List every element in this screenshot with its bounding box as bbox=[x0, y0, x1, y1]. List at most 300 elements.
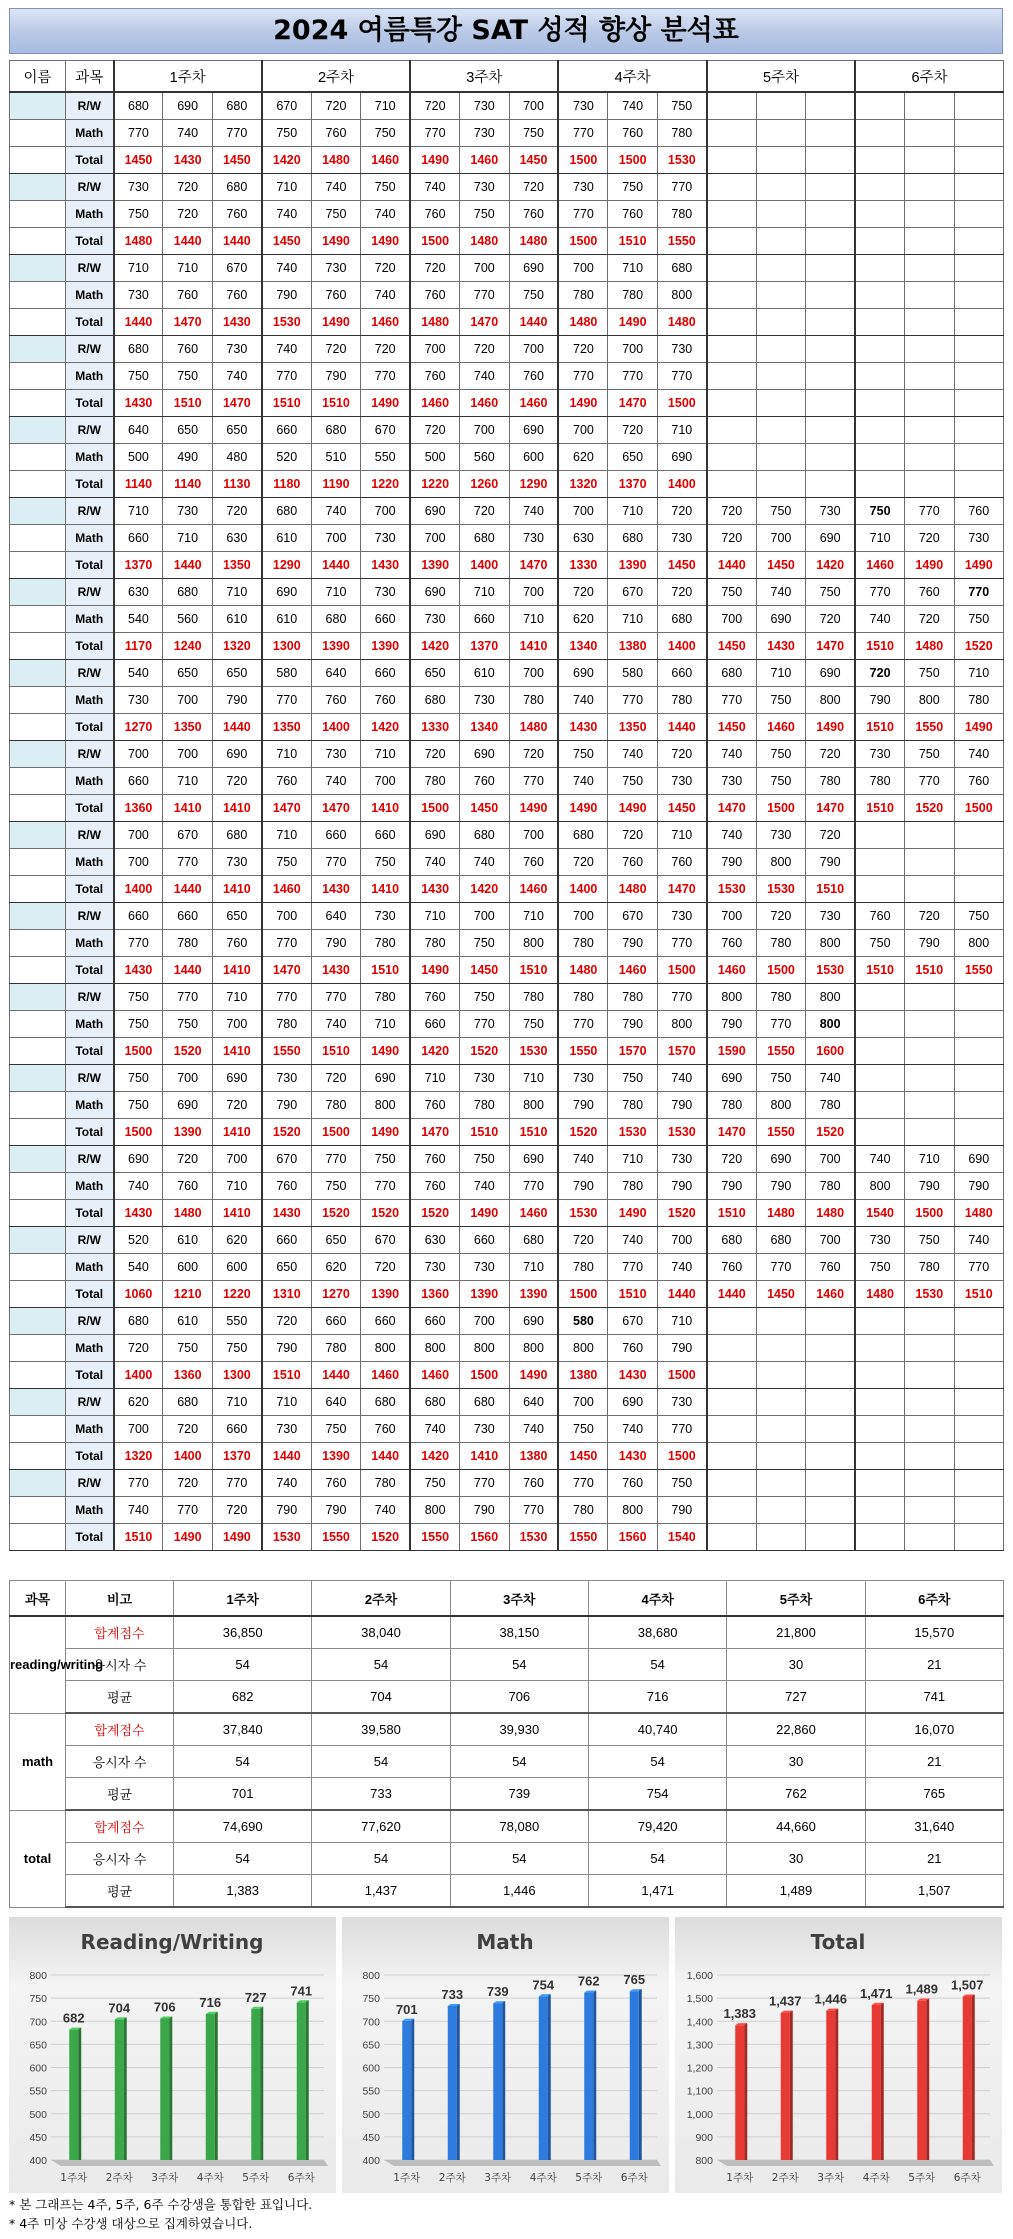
score-cell: 730 bbox=[311, 741, 360, 768]
score-cell: 780 bbox=[954, 687, 1003, 714]
score-cell bbox=[806, 92, 855, 120]
score-cell bbox=[905, 1497, 954, 1524]
data-label: 727 bbox=[244, 1989, 267, 2005]
score-cell: 800 bbox=[806, 984, 855, 1011]
score-cell: 1410 bbox=[361, 795, 410, 822]
student-16-math-row bbox=[10, 1335, 1004, 1362]
score-cell: 760 bbox=[954, 498, 1003, 525]
score-cell: 720 bbox=[410, 417, 459, 444]
score-cell: 660 bbox=[262, 417, 311, 444]
score-cell: 780 bbox=[311, 1335, 360, 1362]
score-cell: 1520 bbox=[460, 1038, 509, 1065]
student-name-blank-cell bbox=[10, 471, 66, 498]
score-cell bbox=[707, 1524, 756, 1551]
chart-floor bbox=[717, 2160, 994, 2166]
score-cell: 800 bbox=[361, 1092, 410, 1119]
score-cell: 740 bbox=[558, 768, 607, 795]
score-cell: 720 bbox=[212, 1497, 261, 1524]
student-name-blank-cell bbox=[10, 930, 66, 957]
student-name-cell bbox=[10, 660, 66, 687]
score-cell: 690 bbox=[262, 579, 311, 606]
student-10-math-row bbox=[10, 849, 1004, 876]
score-cell: 1500 bbox=[657, 957, 706, 984]
score-cell: 700 bbox=[410, 525, 459, 552]
score-cell: 1530 bbox=[262, 1524, 311, 1551]
y-tick-label: 750 bbox=[362, 1993, 380, 2006]
score-cell: 480 bbox=[212, 444, 261, 471]
score-cell: 710 bbox=[361, 741, 410, 768]
score-cell: 1440 bbox=[657, 714, 706, 741]
score-cell: 680 bbox=[756, 1227, 805, 1254]
score-cell: 710 bbox=[657, 822, 706, 849]
score-cell: 660 bbox=[410, 1011, 459, 1038]
subject-label: R/W bbox=[66, 1389, 114, 1416]
score-cell bbox=[806, 147, 855, 174]
score-cell: 1500 bbox=[410, 795, 459, 822]
score-cell: 770 bbox=[460, 1470, 509, 1497]
score-cell: 1400 bbox=[114, 876, 163, 903]
score-cell: 690 bbox=[608, 1389, 657, 1416]
score-cell: 1550 bbox=[311, 1524, 360, 1551]
score-cell: 750 bbox=[756, 1065, 805, 1092]
score-cell: 680 bbox=[163, 579, 212, 606]
score-cell: 1520 bbox=[361, 1200, 410, 1227]
student-4-rw-row bbox=[10, 336, 1004, 363]
score-cell: 1570 bbox=[608, 1038, 657, 1065]
summary-value-cell: 40,740 bbox=[588, 1713, 726, 1746]
score-cell: 1520 bbox=[410, 1200, 459, 1227]
score-cell: 1220 bbox=[410, 471, 459, 498]
score-cell: 620 bbox=[114, 1389, 163, 1416]
score-cell bbox=[954, 1119, 1003, 1146]
score-cell: 690 bbox=[558, 660, 607, 687]
score-cell: 720 bbox=[806, 822, 855, 849]
score-cell: 1430 bbox=[410, 876, 459, 903]
score-cell bbox=[954, 822, 1003, 849]
score-cell: 700 bbox=[212, 1146, 261, 1173]
subject-label: R/W bbox=[66, 822, 114, 849]
score-cell: 730 bbox=[657, 525, 706, 552]
score-cell: 1450 bbox=[657, 795, 706, 822]
subject-label: Math bbox=[66, 768, 114, 795]
score-cell bbox=[707, 120, 756, 147]
score-cell: 580 bbox=[558, 1308, 607, 1335]
x-tick-label: 6주차 bbox=[620, 2172, 648, 2184]
summary-metric-label: 평균 bbox=[66, 1681, 174, 1714]
subject-label: R/W bbox=[66, 255, 114, 282]
score-cell: 680 bbox=[212, 92, 261, 120]
score-cell: 1360 bbox=[410, 1281, 459, 1308]
score-cell: 720 bbox=[657, 498, 706, 525]
score-cell: 770 bbox=[262, 930, 311, 957]
y-tick-label: 500 bbox=[362, 2108, 380, 2121]
score-cell: 660 bbox=[262, 1227, 311, 1254]
score-cell: 1500 bbox=[460, 1362, 509, 1389]
bar-5 bbox=[917, 1999, 929, 2160]
score-cell: 800 bbox=[806, 687, 855, 714]
summary-value-cell: 54 bbox=[450, 1649, 588, 1681]
score-cell: 1490 bbox=[558, 390, 607, 417]
score-cell: 1470 bbox=[311, 795, 360, 822]
score-cell: 1500 bbox=[657, 1443, 706, 1470]
bar-5 bbox=[251, 2007, 263, 2160]
score-cell bbox=[806, 174, 855, 201]
summary-value-cell: 741 bbox=[865, 1681, 1003, 1714]
score-cell bbox=[855, 1362, 904, 1389]
score-cell: 770 bbox=[657, 363, 706, 390]
score-cell bbox=[806, 228, 855, 255]
score-cell bbox=[954, 1065, 1003, 1092]
score-cell: 1410 bbox=[509, 633, 558, 660]
score-cell bbox=[756, 147, 805, 174]
score-cell: 1430 bbox=[311, 957, 360, 984]
data-label: 716 bbox=[199, 1994, 222, 2010]
score-cell: 800 bbox=[558, 1335, 607, 1362]
score-cell bbox=[905, 390, 954, 417]
score-cell: 770 bbox=[558, 1470, 607, 1497]
score-cell: 740 bbox=[311, 1011, 360, 1038]
score-cell bbox=[905, 1065, 954, 1092]
score-cell: 780 bbox=[806, 768, 855, 795]
score-cell: 750 bbox=[311, 1416, 360, 1443]
score-cell bbox=[756, 363, 805, 390]
summary-value-cell: 54 bbox=[450, 1843, 588, 1875]
score-cell: 750 bbox=[558, 1416, 607, 1443]
score-cell: 710 bbox=[262, 174, 311, 201]
summary-value-cell: 54 bbox=[588, 1843, 726, 1875]
student-9-rw-row bbox=[10, 741, 1004, 768]
score-cell: 1500 bbox=[905, 1200, 954, 1227]
score-cell: 750 bbox=[262, 849, 311, 876]
summary-value-cell: 733 bbox=[312, 1778, 450, 1811]
summary-value-cell: 30 bbox=[727, 1843, 865, 1875]
score-cell: 720 bbox=[756, 903, 805, 930]
score-cell: 1500 bbox=[657, 390, 706, 417]
week-1-header: 1주차 bbox=[114, 61, 262, 93]
score-cell: 1450 bbox=[509, 147, 558, 174]
score-cell: 1410 bbox=[460, 1443, 509, 1470]
score-cell: 1550 bbox=[558, 1524, 607, 1551]
score-cell: 1420 bbox=[410, 1443, 459, 1470]
score-cell: 1520 bbox=[954, 633, 1003, 660]
summary-value-cell: 54 bbox=[588, 1746, 726, 1778]
score-cell: 720 bbox=[262, 1308, 311, 1335]
score-cell: 750 bbox=[905, 741, 954, 768]
summary-value-cell: 727 bbox=[727, 1681, 865, 1714]
score-cell: 1390 bbox=[163, 1119, 212, 1146]
student-5-math-row bbox=[10, 444, 1004, 471]
student-name-cell bbox=[10, 498, 66, 525]
summary-metric-label: 합계점수 bbox=[66, 1713, 174, 1746]
score-cell: 750 bbox=[361, 1146, 410, 1173]
bar-side bbox=[926, 1999, 929, 2160]
score-cell: 1510 bbox=[460, 1119, 509, 1146]
score-cell: 1370 bbox=[460, 633, 509, 660]
subject-column-header: 과목 bbox=[66, 61, 114, 93]
score-cell: 680 bbox=[311, 417, 360, 444]
score-cell: 770 bbox=[509, 1497, 558, 1524]
score-cell: 760 bbox=[212, 282, 261, 309]
score-cell: 740 bbox=[311, 768, 360, 795]
score-cell: 700 bbox=[410, 336, 459, 363]
score-cell: 1440 bbox=[163, 957, 212, 984]
student-5-rw-row bbox=[10, 417, 1004, 444]
score-cell bbox=[905, 336, 954, 363]
score-cell bbox=[855, 876, 904, 903]
subject-label: Math bbox=[66, 525, 114, 552]
subject-label: Math bbox=[66, 1335, 114, 1362]
score-cell: 1470 bbox=[608, 390, 657, 417]
student-8-total-row bbox=[10, 714, 1004, 741]
summary-value-cell: 44,660 bbox=[727, 1810, 865, 1843]
score-cell: 740 bbox=[460, 1173, 509, 1200]
score-cell: 800 bbox=[855, 1173, 904, 1200]
score-cell: 1460 bbox=[460, 147, 509, 174]
score-cell: 1420 bbox=[361, 714, 410, 741]
score-cell: 690 bbox=[163, 1092, 212, 1119]
student-name-blank-cell bbox=[10, 795, 66, 822]
score-cell: 1430 bbox=[311, 876, 360, 903]
score-cell: 800 bbox=[707, 984, 756, 1011]
score-cell: 1460 bbox=[361, 1362, 410, 1389]
score-cell bbox=[707, 444, 756, 471]
subject-label: Math bbox=[66, 849, 114, 876]
score-cell: 1430 bbox=[262, 1200, 311, 1227]
score-cell: 740 bbox=[707, 822, 756, 849]
summary-metric-label: 응시자 수 bbox=[66, 1649, 174, 1681]
subject-label: R/W bbox=[66, 579, 114, 606]
score-cell: 760 bbox=[311, 1470, 360, 1497]
score-cell: 760 bbox=[608, 1470, 657, 1497]
subject-label: Math bbox=[66, 282, 114, 309]
score-cell bbox=[806, 1362, 855, 1389]
summary-metric-label: 응시자 수 bbox=[66, 1843, 174, 1875]
score-cell: 1340 bbox=[460, 714, 509, 741]
score-cell: 680 bbox=[410, 687, 459, 714]
score-cell bbox=[905, 92, 954, 120]
score-cell: 620 bbox=[558, 444, 607, 471]
score-cell: 710 bbox=[756, 660, 805, 687]
score-cell: 690 bbox=[361, 1065, 410, 1092]
score-cell: 720 bbox=[114, 1335, 163, 1362]
summary-note-header: 비고 bbox=[66, 1581, 174, 1617]
student-name-cell bbox=[10, 903, 66, 930]
score-cell: 760 bbox=[311, 687, 360, 714]
score-cell bbox=[855, 201, 904, 228]
score-cell: 1400 bbox=[114, 1362, 163, 1389]
score-cell: 740 bbox=[558, 1146, 607, 1173]
score-cell: 790 bbox=[806, 849, 855, 876]
score-cell: 760 bbox=[509, 849, 558, 876]
score-cell: 790 bbox=[608, 1011, 657, 1038]
score-cell: 760 bbox=[163, 336, 212, 363]
score-cell: 650 bbox=[262, 1254, 311, 1281]
subject-label: R/W bbox=[66, 336, 114, 363]
summary-value-cell: 38,040 bbox=[312, 1616, 450, 1649]
score-cell: 690 bbox=[509, 1146, 558, 1173]
score-cell: 700 bbox=[509, 336, 558, 363]
summary-value-cell: 754 bbox=[588, 1778, 726, 1811]
score-cell: 710 bbox=[114, 498, 163, 525]
score-cell bbox=[954, 1092, 1003, 1119]
score-cell bbox=[954, 1497, 1003, 1524]
score-cell: 680 bbox=[707, 660, 756, 687]
score-cell: 730 bbox=[262, 1416, 311, 1443]
score-cell: 1480 bbox=[954, 1200, 1003, 1227]
student-name-blank-cell bbox=[10, 1497, 66, 1524]
score-cell: 1510 bbox=[855, 795, 904, 822]
score-cell: 660 bbox=[460, 1227, 509, 1254]
score-cell: 680 bbox=[212, 822, 261, 849]
score-cell: 1560 bbox=[460, 1524, 509, 1551]
score-cell: 760 bbox=[410, 282, 459, 309]
score-cell bbox=[855, 1497, 904, 1524]
score-cell: 720 bbox=[657, 579, 706, 606]
score-cell: 740 bbox=[855, 606, 904, 633]
score-cell: 780 bbox=[361, 930, 410, 957]
math-chart bbox=[342, 1917, 669, 2193]
summary-value-cell: 54 bbox=[588, 1649, 726, 1681]
score-cell: 1450 bbox=[460, 957, 509, 984]
score-cell: 800 bbox=[410, 1497, 459, 1524]
score-cell: 710 bbox=[509, 1254, 558, 1281]
score-cell bbox=[855, 228, 904, 255]
student-name-blank-cell bbox=[10, 1092, 66, 1119]
score-cell: 790 bbox=[558, 1092, 607, 1119]
score-cell: 730 bbox=[460, 687, 509, 714]
score-cell: 730 bbox=[311, 255, 360, 282]
score-cell: 710 bbox=[212, 579, 261, 606]
score-cell: 720 bbox=[558, 1227, 607, 1254]
score-cell: 770 bbox=[361, 1173, 410, 1200]
summary-value-cell: 21 bbox=[865, 1843, 1003, 1875]
subject-label: Math bbox=[66, 363, 114, 390]
score-cell: 680 bbox=[707, 1227, 756, 1254]
score-cell: 1450 bbox=[707, 714, 756, 741]
score-cell bbox=[954, 174, 1003, 201]
student-4-math-row bbox=[10, 363, 1004, 390]
score-cell: 1450 bbox=[657, 552, 706, 579]
score-cell bbox=[954, 228, 1003, 255]
y-tick-label: 900 bbox=[695, 2131, 713, 2144]
bar-front bbox=[539, 1996, 548, 2160]
score-cell: 730 bbox=[262, 1065, 311, 1092]
score-cell: 760 bbox=[163, 1173, 212, 1200]
bar-4 bbox=[539, 1994, 551, 2160]
score-cell: 580 bbox=[262, 660, 311, 687]
student-name-blank-cell bbox=[10, 1281, 66, 1308]
score-cell: 720 bbox=[509, 741, 558, 768]
summary-value-cell: 701 bbox=[174, 1778, 312, 1811]
score-cell: 740 bbox=[262, 1470, 311, 1497]
score-cell: 710 bbox=[262, 1389, 311, 1416]
summary-value-cell: 39,580 bbox=[312, 1713, 450, 1746]
score-cell: 1390 bbox=[361, 1281, 410, 1308]
score-cell: 790 bbox=[558, 1173, 607, 1200]
student-8-math-row bbox=[10, 687, 1004, 714]
score-cell: 740 bbox=[608, 1227, 657, 1254]
student-name-cell bbox=[10, 417, 66, 444]
score-cell: 690 bbox=[954, 1146, 1003, 1173]
bar-front bbox=[297, 2002, 306, 2160]
score-cell: 750 bbox=[558, 741, 607, 768]
score-cell: 1490 bbox=[361, 1038, 410, 1065]
score-cell: 1510 bbox=[608, 1281, 657, 1308]
score-cell: 1500 bbox=[114, 1038, 163, 1065]
summary-reading-writing-average-row bbox=[10, 1681, 1004, 1714]
score-cell: 760 bbox=[212, 930, 261, 957]
summary-value-cell: 1,437 bbox=[312, 1875, 450, 1908]
student-17-total-row bbox=[10, 1443, 1004, 1470]
score-cell: 1490 bbox=[608, 1200, 657, 1227]
score-cell: 560 bbox=[163, 606, 212, 633]
score-cell: 1510 bbox=[509, 957, 558, 984]
score-cell: 730 bbox=[460, 120, 509, 147]
score-cell bbox=[905, 444, 954, 471]
summary-group-label: reading/writing bbox=[10, 1616, 66, 1713]
score-cell: 520 bbox=[262, 444, 311, 471]
score-cell: 750 bbox=[905, 660, 954, 687]
score-cell: 1520 bbox=[657, 1200, 706, 1227]
score-cell: 1440 bbox=[212, 228, 261, 255]
student-16-total-row bbox=[10, 1362, 1004, 1389]
score-cell: 690 bbox=[410, 498, 459, 525]
score-cell: 720 bbox=[558, 849, 607, 876]
subject-label: Total bbox=[66, 1038, 114, 1065]
score-cell: 720 bbox=[855, 660, 904, 687]
data-label: 682 bbox=[62, 2010, 85, 2026]
x-tick-label: 4주차 bbox=[196, 2172, 224, 2184]
score-cell: 630 bbox=[212, 525, 261, 552]
summary-value-cell: 54 bbox=[450, 1746, 588, 1778]
score-cell: 750 bbox=[460, 1146, 509, 1173]
score-cell: 1550 bbox=[410, 1524, 459, 1551]
score-cell bbox=[905, 1092, 954, 1119]
score-cell: 740 bbox=[410, 1416, 459, 1443]
subject-label: Math bbox=[66, 201, 114, 228]
score-cell: 560 bbox=[460, 444, 509, 471]
student-13-rw-row bbox=[10, 1065, 1004, 1092]
score-cell bbox=[905, 174, 954, 201]
score-cell: 600 bbox=[163, 1254, 212, 1281]
score-cell: 680 bbox=[361, 1389, 410, 1416]
bar-3 bbox=[826, 2009, 838, 2160]
score-cell: 1530 bbox=[707, 876, 756, 903]
score-cell: 780 bbox=[361, 1470, 410, 1497]
score-cell bbox=[855, 1335, 904, 1362]
score-cell: 1440 bbox=[707, 552, 756, 579]
score-cell: 1370 bbox=[608, 471, 657, 498]
score-cell: 740 bbox=[460, 849, 509, 876]
score-cell: 750 bbox=[311, 1173, 360, 1200]
score-cell: 1530 bbox=[262, 309, 311, 336]
score-cell: 800 bbox=[608, 1497, 657, 1524]
score-cell: 1460 bbox=[361, 147, 410, 174]
score-cell: 1410 bbox=[361, 876, 410, 903]
student-name-cell bbox=[10, 336, 66, 363]
student-18-total-row bbox=[10, 1524, 1004, 1551]
score-cell: 740 bbox=[163, 120, 212, 147]
score-cell: 690 bbox=[460, 741, 509, 768]
score-cell: 1490 bbox=[608, 309, 657, 336]
score-cell: 760 bbox=[460, 768, 509, 795]
score-cell: 1410 bbox=[212, 1200, 261, 1227]
summary-group-label: total bbox=[10, 1810, 66, 1907]
subject-label: Math bbox=[66, 1416, 114, 1443]
y-tick-label: 600 bbox=[29, 2062, 47, 2075]
score-cell: 720 bbox=[361, 255, 410, 282]
student-11-math-row bbox=[10, 930, 1004, 957]
